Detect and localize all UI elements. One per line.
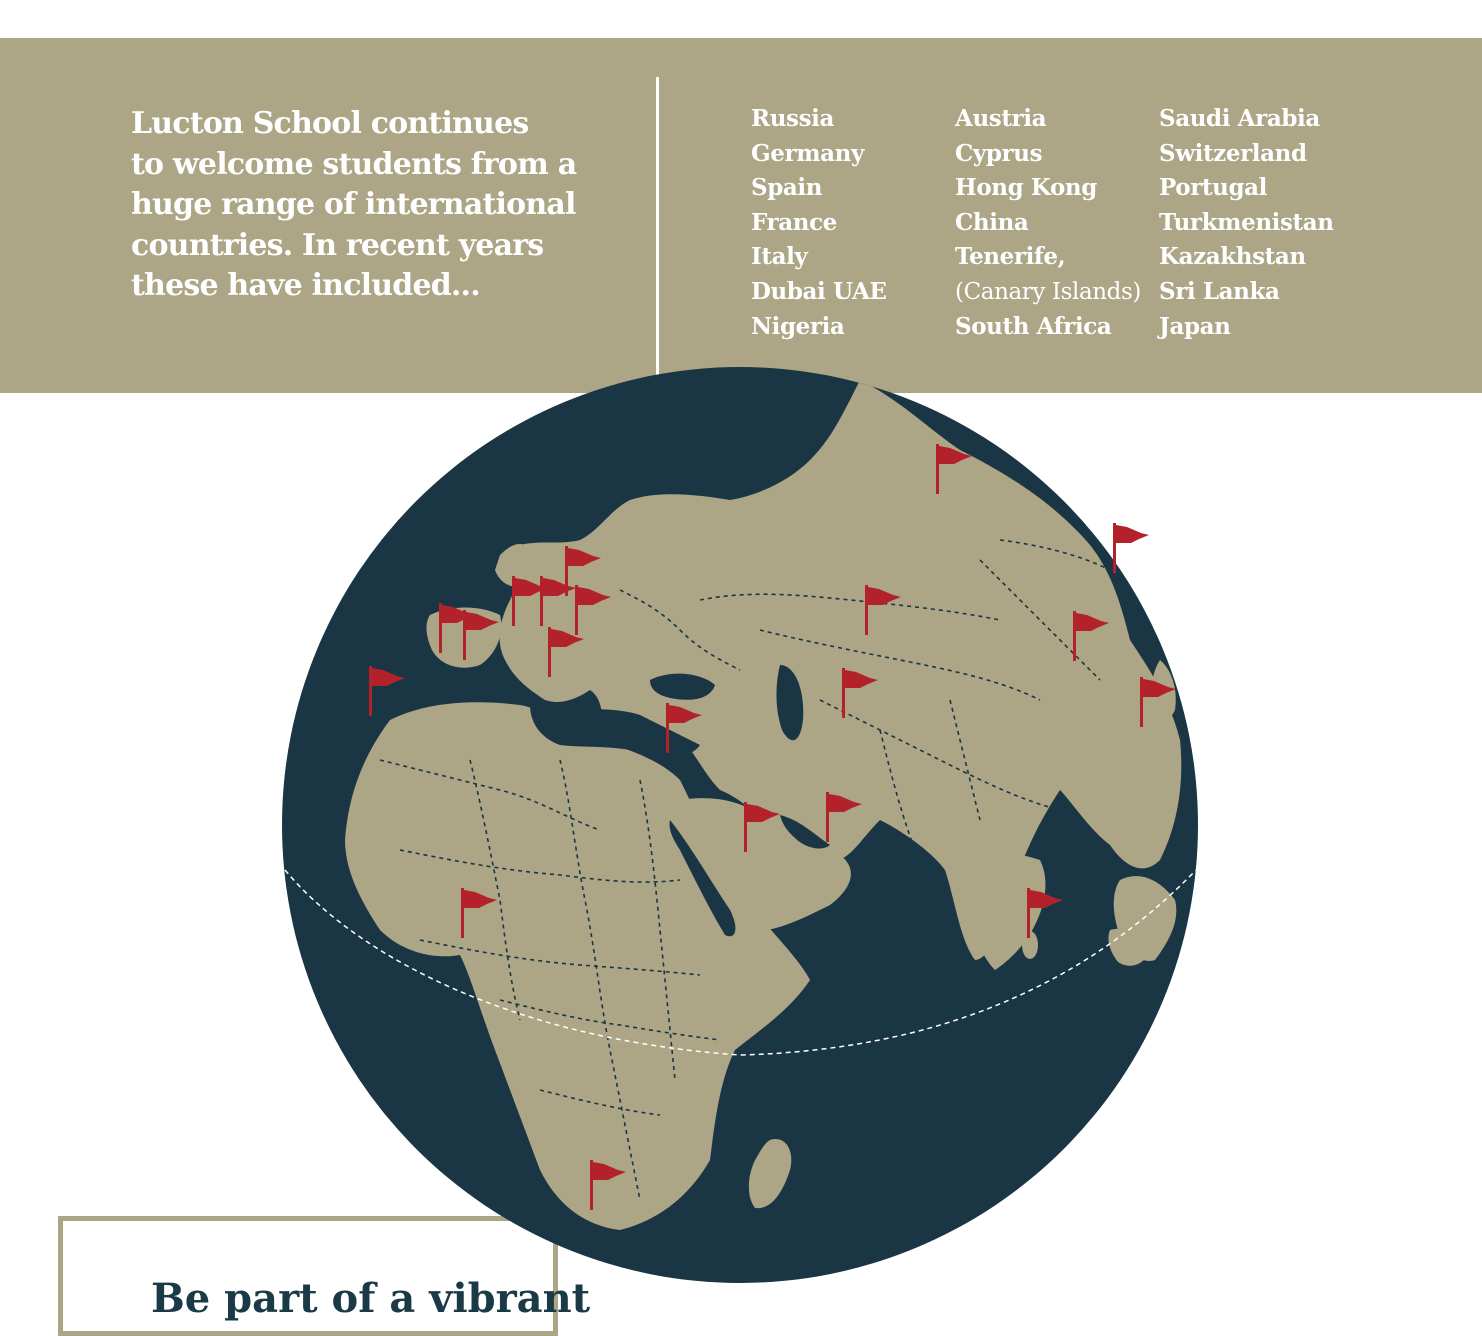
intro-line: Lucton School continues [131, 106, 529, 141]
info-box-title: Be part of a vibrant [151, 1275, 591, 1322]
intro-line: these have included... [131, 268, 480, 303]
country-name: Tenerife, [955, 243, 1066, 271]
country-name: Portugal [1159, 174, 1268, 202]
country-name: Austria [955, 105, 1047, 132]
country-name: Saudi Arabia [1159, 105, 1320, 132]
intro-line: to welcome students from a [131, 146, 577, 182]
country-name: Germany [751, 139, 864, 167]
country-name: Cyprus [955, 139, 1043, 167]
intro-line: huge range of international [131, 187, 576, 222]
country-name: Spain [751, 174, 823, 202]
country-name: Sri Lanka [1159, 277, 1280, 305]
country-name: Kazakhstan [1159, 243, 1306, 271]
flag-icon [1113, 523, 1149, 573]
country-name: France [751, 208, 837, 236]
country-name: Russia [751, 105, 834, 132]
country-name: Nigeria [751, 312, 845, 340]
country-name: Dubai UAE [751, 277, 887, 305]
country-name: Switzerland [1159, 139, 1307, 167]
country-name: China [955, 208, 1029, 236]
country-name: Italy [751, 243, 808, 271]
country-name: Hong Kong [955, 174, 1097, 202]
country-name: South Africa [955, 312, 1112, 340]
country-name: Japan [1159, 312, 1231, 340]
country-note: (Canary Islands) [955, 278, 1141, 305]
country-name: Turkmenistan [1159, 208, 1334, 236]
intro-line: countries. In recent years [131, 227, 544, 263]
